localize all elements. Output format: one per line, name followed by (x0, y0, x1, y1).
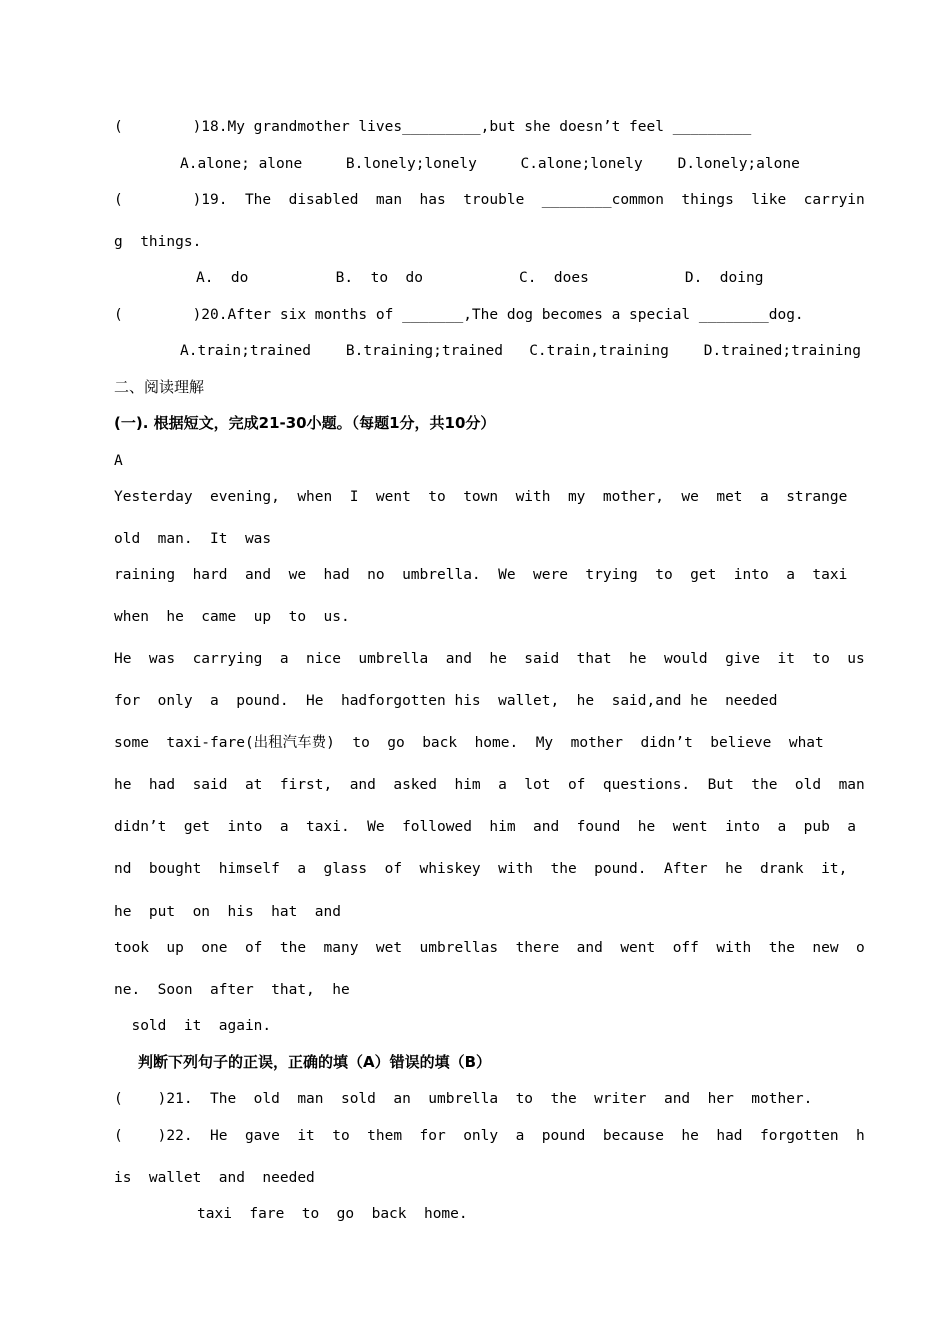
question-19-options: A. do B. to do C. does D. doing (196, 270, 764, 286)
passage-line: ne. Soon after that, he (114, 982, 350, 998)
passage-line: old man. It was (114, 531, 272, 547)
passage-line: sold it again. (114, 1018, 272, 1034)
passage-line: didn’t get into a taxi. We followed him and found he went into a pub a (114, 819, 857, 835)
passage-line: Yesterday evening, when I went to town with my mother, we met a strange (114, 489, 848, 505)
tf-question-22: ( )22. He gave it to them for only a pound because he had forgotten h (114, 1128, 865, 1144)
tf-question-21: ( )21. The old man sold an umbrella to the writer and her mother. (114, 1091, 813, 1107)
passage-line: nd bought himself a glass of whiskey with the pound. After he drank it, (114, 861, 848, 877)
passage-line: He was carrying a nice umbrella and he said that he would give it to us (114, 651, 865, 667)
passage-line: he put on his hat and (114, 904, 341, 920)
question-18-stem: ( )18.My grandmother lives_________,but she doesn’t feel _________ (114, 119, 752, 135)
passage-line: when he came up to us. (114, 609, 350, 625)
subsection-title: (一). 根据短文，完成21-30小题。（每题1分，共10分） (114, 414, 496, 432)
passage-line: he had said at first, and asked him a lot of questions. But the old man (114, 777, 865, 793)
question-19-stem-continued: g things. (114, 234, 202, 250)
judge-instruction: 判断下列句子的正误，正确的填（A）错误的填（B） (138, 1053, 492, 1071)
passage-line: some taxi-fare(出租汽车费) to go back home. My mother didn’t believe what (114, 735, 824, 751)
question-18-options: A.alone; alone B.lonely;lonely C.alone;lonely D.lonely;alone (180, 156, 800, 172)
question-20-options: A.train;trained B.training;trained C.train,training D.trained;training (180, 343, 861, 359)
tf-question-22-continued-2: taxi fare to go back home. (197, 1206, 468, 1222)
passage-line: for only a pound. He hadforgotten his wallet, he said,and he needed (114, 693, 778, 709)
question-19-stem: ( )19. The disabled man has trouble ________common things like carryin (114, 192, 865, 208)
passage-line: took up one of the many wet umbrellas there and went off with the new o (114, 940, 865, 956)
passage-line: raining hard and we had no umbrella. We were trying to get into a taxi (114, 567, 848, 583)
tf-question-22-continued: is wallet and needed (114, 1170, 315, 1186)
section-title: 二、阅读理解 (114, 378, 205, 396)
question-20-stem: ( )20.After six months of _______,The dog becomes a special ________dog. (114, 307, 804, 323)
passage-label: A (114, 453, 123, 469)
